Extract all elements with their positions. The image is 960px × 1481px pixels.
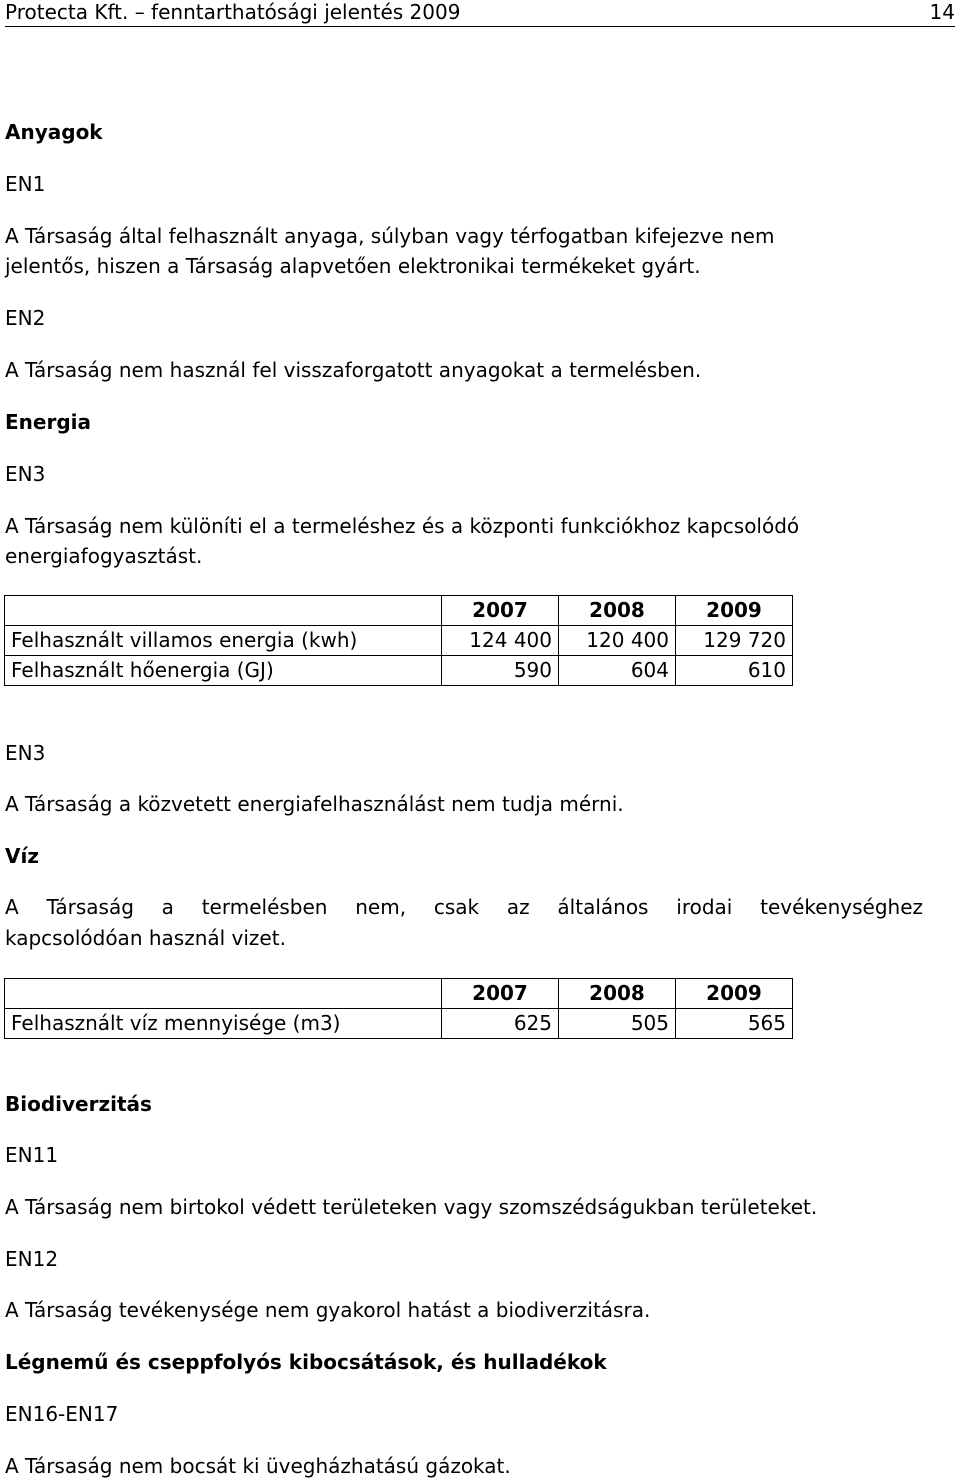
table-cell: 565: [676, 1009, 793, 1039]
table-row: [5, 656, 793, 686]
row-label: Felhasznált hőenergia (GJ): [5, 656, 442, 686]
section-heading-energia: Energia: [5, 410, 91, 434]
energy-table: [4, 595, 793, 686]
year-header: 2007: [442, 596, 559, 626]
paragraph-en2: A Társaság nem használ fel visszaforgatott anyagokat a termelésben.: [5, 358, 702, 382]
page-header: [5, 0, 955, 27]
table-row: [5, 626, 793, 656]
table-corner-cell: [5, 596, 442, 626]
table-cell: 120 400: [559, 626, 676, 656]
table-row: [5, 1009, 793, 1039]
table-cell: 625: [442, 1009, 559, 1039]
table-cell: 590: [442, 656, 559, 686]
section-heading-kibocsatas: Légnemű és cseppfolyós kibocsátások, és hulladékok: [5, 1350, 607, 1374]
table-cell: 129 720: [676, 626, 793, 656]
year-header: 2009: [676, 979, 793, 1009]
table-header-row: [5, 979, 793, 1009]
code-en16-en17: EN16-EN17: [5, 1402, 119, 1426]
code-en2: EN2: [5, 306, 46, 330]
code-en12: EN12: [5, 1247, 59, 1271]
paragraph-en1: A Társaság által felhasznált anyaga, súlyban vagy térfogatban kifejezve nem jelentős, hiszen a Társaság alapvetően elektronikai termékeket gyárt.: [5, 224, 775, 278]
paragraph-en3: A Társaság nem különíti el a termeléshez és a központi funkciókhoz kapcsolódó energiafogyasztást.: [5, 514, 800, 568]
row-label: Felhasznált villamos energia (kwh): [5, 626, 442, 656]
paragraph-viz-line1: A Társaság a termelésben nem, csak az általános irodai tevékenységhez: [5, 895, 923, 919]
row-label: Felhasznált víz mennyisége (m3): [5, 1009, 442, 1039]
section-heading-anyagok: Anyagok: [5, 120, 103, 144]
year-header: 2009: [676, 596, 793, 626]
code-en3-indirect: EN3: [5, 741, 46, 765]
table-corner-cell: [5, 979, 442, 1009]
code-en1: EN1: [5, 172, 46, 196]
paragraph-en11: A Társaság nem birtokol védett területeken vagy szomszédságukban területeket.: [5, 1195, 818, 1219]
table-cell: 610: [676, 656, 793, 686]
section-heading-viz: Víz: [5, 844, 39, 868]
section-heading-biodiverzitas: Biodiverzitás: [5, 1092, 152, 1116]
year-header: 2007: [442, 979, 559, 1009]
code-en11: EN11: [5, 1143, 59, 1167]
table-cell: 604: [559, 656, 676, 686]
table-cell: 124 400: [442, 626, 559, 656]
water-table: [4, 978, 793, 1039]
paragraph-en12: A Társaság tevékenysége nem gyakorol hatást a biodiverzitásra.: [5, 1298, 651, 1322]
page-number: 14: [929, 0, 955, 24]
paragraph-viz-line2: kapcsolódóan használ vizet.: [5, 926, 286, 950]
code-en3: EN3: [5, 462, 46, 486]
paragraph-en3-indirect: A Társaság a közvetett energiafelhasználást nem tudja mérni.: [5, 792, 624, 816]
paragraph-en16-en17: A Társaság nem bocsát ki üvegházhatású gázokat.: [5, 1454, 511, 1478]
table-cell: 505: [559, 1009, 676, 1039]
table-header-row: [5, 596, 793, 626]
year-header: 2008: [559, 596, 676, 626]
year-header: 2008: [559, 979, 676, 1009]
header-title: Protecta Kft. – fenntarthatósági jelentés 2009: [5, 0, 461, 24]
